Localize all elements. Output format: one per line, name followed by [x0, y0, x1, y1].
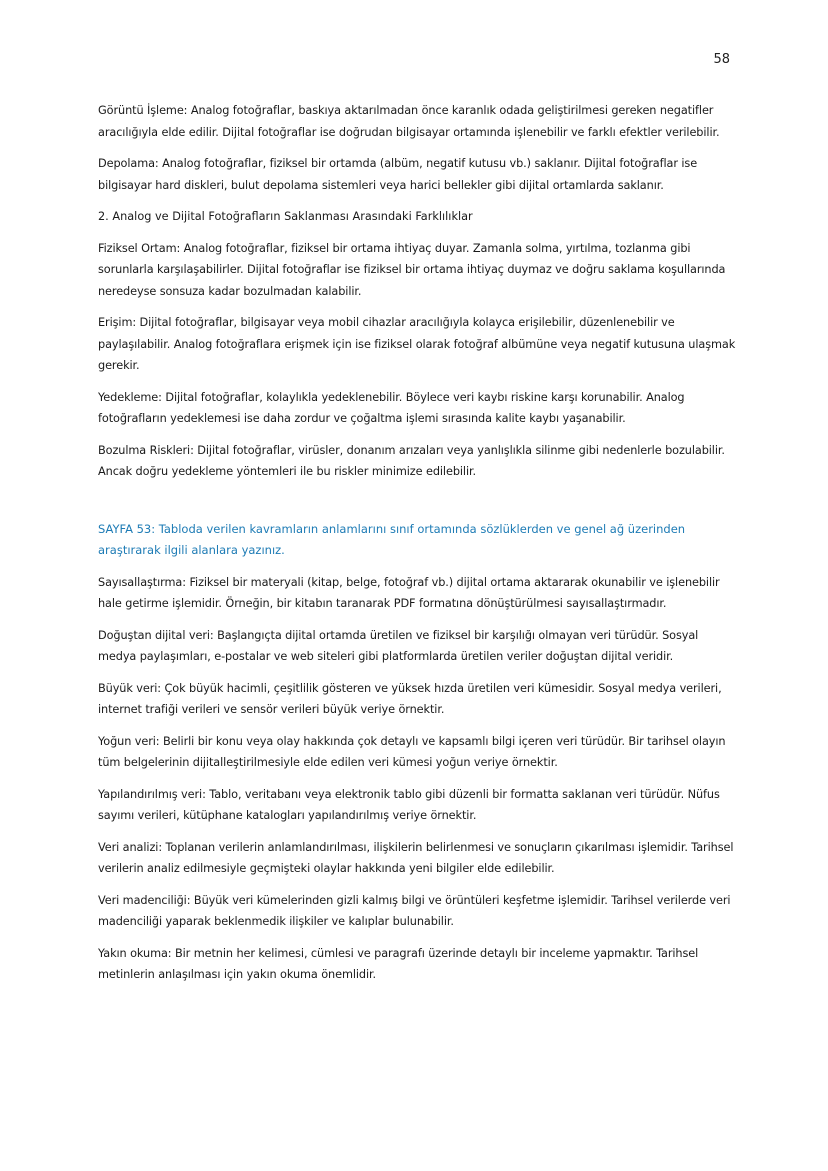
page-content: [98, 100, 738, 996]
section-spacer: [98, 493, 738, 519]
paragraph-veri-analizi: Veri analizi: Toplanan verilerin anlamlandırılması, ilişkilerin belirlenmesi ve sonuçların çıkarılması işlemidir. Tarihsel verilerin analiz edilmesiyle geçmişteki olaylar hakkında yeni bilgiler elde edilebilir.: [98, 840, 734, 875]
page-number: 58: [713, 52, 730, 67]
paragraph-yogun-veri: Yoğun veri: Belirli bir konu veya olay hakkında çok detaylı ve kapsamlı bilgi içeren veri türüdür. Bir tarihsel olayın tüm belgelerinin dijitalleştirilmesiyle elde edilen veri kümesi yoğun veriye örnektir.: [98, 734, 726, 769]
paragraph-doguştan-dijital-veri: Doğuştan dijital veri: Başlangıçta dijital ortamda üretilen ve fiziksel bir karşılığı olmayan veri türüdür. Sosyal medya paylaşımları, e-postalar ve web siteleri gibi platformlarda üretilen veriler doğuştan dijital veridir.: [98, 628, 699, 663]
paragraph-fiziksel-ortam: Fiziksel Ortam: Analog fotoğraflar, fiziksel bir ortama ihtiyaç duyar. Zamanla solma, yırtılma, tozlanma gibi sorunlarla karşılaşabilirler. Dijital fotoğraflar ise fiziksel bir ortama ihtiyaç duymaz ve doğru saklama koşullarında neredeyse sonsuza kadar bozulmadan kalabilir.: [98, 241, 726, 298]
section-heading: 2. Analog ve Dijital Fotoğrafların Saklanması Arasındaki Farklılıklar: [98, 210, 473, 223]
paragraph-veri-madenciligi: Veri madenciliği: Büyük veri kümelerinden gizli kalmış bilgi ve örüntüleri keşfetme işlemidir. Tarihsel verilerde veri madenciliği yaparak beklenmedik ilişkiler ve kalıplar bulunabilir.: [98, 893, 731, 928]
paragraph-yedekleme: Yedekleme: Dijital fotoğraflar, kolaylıkla yedeklenebilir. Böylece veri kaybı riskine karşı korunabilir. Analog fotoğrafların yedeklemesi ise daha zordur ve çoğaltma işlemi sırasında kalite kaybı yaşanabilir.: [98, 390, 685, 425]
paragraph-bozulma-riskleri: Bozulma Riskleri: Dijital fotoğraflar, virüsler, donanım arızaları veya yanlışlıkla silinme gibi nedenlerle bozulabilir. Ancak doğru yedekleme yöntemleri ile bu riskler minimize edilebilir.: [98, 443, 725, 478]
paragraph-goruntu-isleme: Görüntü İşleme: Analog fotoğraflar, baskıya aktarılmadan önce karanlık odada geliştirilmesi gereken negatifler aracılığıyla elde edilir. Dijital fotoğraflar ise doğrudan bilgisayar ortamında işlenebilir ve farklı efektler verilebilir.: [98, 104, 720, 139]
paragraph-yapilandirilmis-veri: Yapılandırılmış veri: Tablo, veritabanı veya elektronik tablo gibi düzenli bir formatta saklanan veri türüdür. Nüfus sayımı verileri, kütüphane katalogları yapılandırılmış veriye örnektir.: [98, 787, 720, 822]
paragraph-sayisallastirma: Sayısallaştırma: Fiziksel bir materyali (kitap, belge, fotoğraf vb.) dijital ortama aktararak okunabilir ve işlenebilir hale getirme işlemidir. Örneğin, bir kitabın taranarak PDF formatına dönüştürülmesi sayısallaştırmadır.: [98, 575, 720, 610]
paragraph-erisim: Erişim: Dijital fotoğraflar, bilgisayar veya mobil cihazlar aracılığıyla kolayca erişilebilir, düzenlenebilir ve paylaşılabilir. Analog fotoğraflara erişmek için ise fiziksel olarak fotoğraf albümüne veya negatif kutusuna ulaşmak gerekir.: [98, 316, 736, 372]
paragraph-depolama: Depolama: Analog fotoğraflar, fiziksel bir ortamda (albüm, negatif kutusu vb.) saklanır. Dijital fotoğraflar ise bilgisayar hard diskleri, bulut depolama sistemleri veya harici bellekler gibi dijital ortamlarda saklanır.: [98, 157, 698, 192]
paragraph-buyuk-veri: Büyük veri: Çok büyük hacimli, çeşitlilik gösteren ve yüksek hızda üretilen veri kümesidir. Sosyal medya verileri, internet trafiği verileri ve sensör verileri büyük veriye örnektir.: [98, 681, 722, 716]
task-instruction: SAYFA 53: Tabloda verilen kavramların anlamlarını sınıf ortamında sözlüklerden ve genel ağ üzerinden araştırarak ilgili alanlara yazınız.: [98, 521, 686, 557]
paragraph-yakin-okuma: Yakın okuma: Bir metnin her kelimesi, cümlesi ve paragrafı üzerinde detaylı bir inceleme yapmaktır. Tarihsel metinlerin anlaşılması için yakın okuma önemlidir.: [98, 946, 699, 981]
